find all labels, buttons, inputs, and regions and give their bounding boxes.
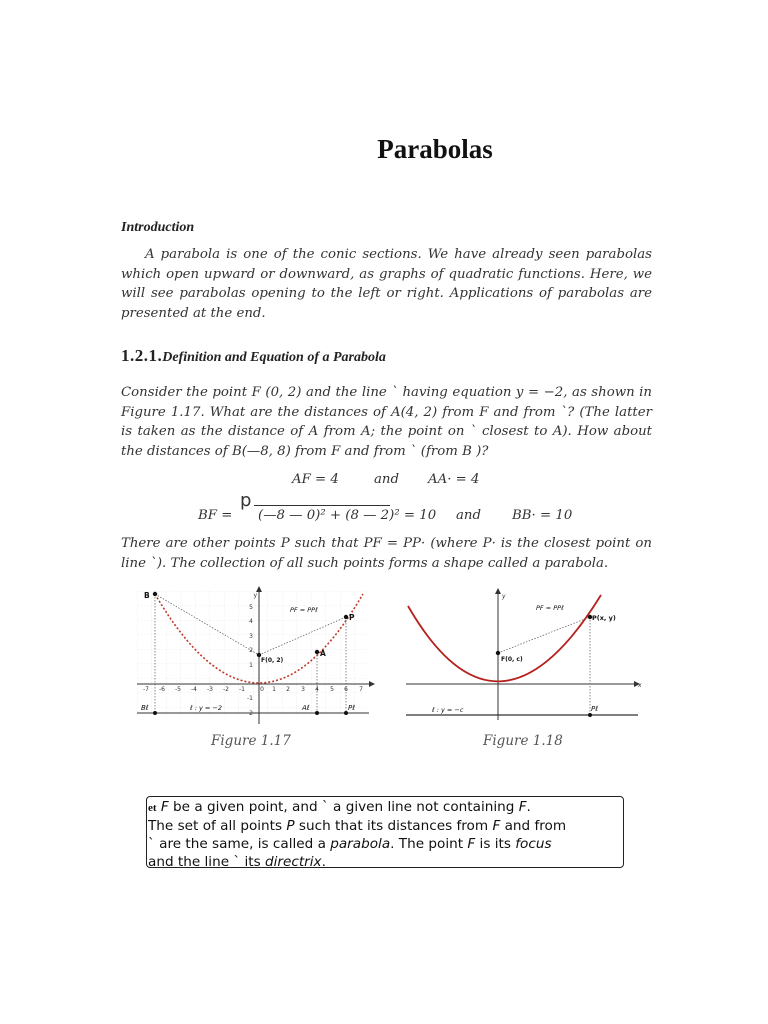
page-title: Parabolas xyxy=(377,134,493,164)
fig17-y-tick: 2 xyxy=(249,647,253,654)
fig17-x-tick: 2 xyxy=(286,686,290,693)
fig18-x-axis-label: x xyxy=(638,682,642,689)
fig18-label-line: ℓ : y = −c xyxy=(432,706,464,714)
fig17-y-axis-label: y xyxy=(253,592,257,599)
fig18-fp-line xyxy=(498,617,590,653)
fig17-y-tick: -2 xyxy=(247,710,253,717)
eq-sqrt-expr: (—8 — 0)² + (8 — 2)² = 10 xyxy=(258,508,437,523)
fig18-point-pl xyxy=(588,713,592,717)
fig17-x-tick: 6 xyxy=(344,686,348,693)
section-number: 1.2.1. xyxy=(121,346,163,365)
definition-text: . xyxy=(526,799,531,815)
fig17-label-f: F(0, 2) xyxy=(261,657,284,664)
fig18-parabola xyxy=(408,595,601,681)
fig17-point-b xyxy=(153,592,157,596)
fig17-x-tick: -2 xyxy=(223,686,229,693)
fig17-point-bl xyxy=(153,711,157,715)
fig17-x-arrow xyxy=(369,681,375,687)
fig18-point-f xyxy=(496,651,500,655)
definition-var: F xyxy=(518,799,527,815)
fig17-x-tick: -3 xyxy=(207,686,213,693)
figure-1-18-caption: Figure 1.18 xyxy=(483,733,563,749)
fig17-grid xyxy=(137,591,369,716)
definition-var: F xyxy=(492,818,501,834)
fig17-x-tick: -7 xyxy=(143,686,149,693)
definition-term-parabola: parabola xyxy=(330,836,391,852)
fig18-y-arrow xyxy=(495,588,501,594)
fig17-label-pl: Pℓ xyxy=(348,704,356,712)
fig17-x-tick: 5 xyxy=(330,686,334,693)
fig17-x-tick: -6 xyxy=(159,686,165,693)
definition-text: . The point xyxy=(390,836,468,852)
fig17-y-tick: 4 xyxy=(249,618,253,625)
figure-1-17 xyxy=(135,586,375,731)
definition-var: F xyxy=(156,799,169,815)
fig17-label-b: B xyxy=(144,591,150,600)
fig18-label-pl: Pℓ xyxy=(591,705,599,713)
fig17-y-tick: 3 xyxy=(249,633,253,640)
definition-var: P xyxy=(286,818,295,834)
fig17-x-tick: 0 xyxy=(260,686,264,693)
figure-1-18 xyxy=(402,586,642,721)
consider-paragraph: Consider the point F (0, 2) and the line ` having equation y = −2, as shown in Figure 1.17. What are the distances of A(4, 2) from F and from `? (The latter is taken as the distance of A from A; the point on ` closest to A). How about the distances of B(—8, 8) from F and from ` (from B )? xyxy=(121,385,652,459)
eq-aa: AA· = 4 xyxy=(428,472,480,487)
fig17-x-tick: -4 xyxy=(191,686,197,693)
definition-text: and the line ` its xyxy=(148,854,266,868)
definition-text: The set of all points xyxy=(148,818,287,834)
definition-text: . xyxy=(321,854,326,868)
fig17-label-line: ℓ : y = −2 xyxy=(190,704,223,712)
fig17-x-tick: 3 xyxy=(301,686,305,693)
eq-and-1: and xyxy=(374,472,400,487)
fig17-y-tick: 1 xyxy=(249,662,253,669)
fig18-label-p: P(x, y) xyxy=(592,614,616,622)
fig17-label-bl: Bℓ xyxy=(141,704,149,712)
definition-dropcap: et xyxy=(148,802,157,814)
intro-heading: Introduction xyxy=(121,220,195,235)
fig17-label-a: A xyxy=(320,649,326,658)
definition-text: be a given point, and ` a given line not containing xyxy=(168,799,519,815)
fig17-label-pf: PF = PPℓ xyxy=(290,606,318,614)
definition-text: and from xyxy=(500,818,567,834)
sqrt-sign: p xyxy=(240,490,252,511)
other-points-paragraph: There are other points P such that PF = PP· (where P· is the closest point on line `). The collection of all such points forms a shape called a parabola. xyxy=(121,536,652,571)
fig17-y-tick: 5 xyxy=(249,604,253,611)
fig17-x-tick: 7 xyxy=(359,686,363,693)
fig17-y-tick: -1 xyxy=(247,695,253,702)
fig18-label-pf: PF = PPℓ xyxy=(536,604,564,612)
fig17-x-tick: 1 xyxy=(272,686,276,693)
eq-bf: BF = xyxy=(198,508,233,523)
fig17-point-al xyxy=(315,711,319,715)
fig17-point-p xyxy=(344,615,348,619)
eq-af: AF = 4 xyxy=(292,472,339,487)
definition-box xyxy=(146,796,624,868)
fig17-label-p: P xyxy=(349,613,355,622)
definition-text: is its xyxy=(475,836,516,852)
section-title: Definition and Equation of a Parabola xyxy=(162,350,386,365)
fig17-label-al: Aℓ xyxy=(302,704,310,712)
definition-term-directrix: directrix xyxy=(265,854,322,868)
eq-and-2: and xyxy=(456,508,482,523)
definition-text: such that its distances from xyxy=(294,818,493,834)
eq-bb: BB· = 10 xyxy=(512,508,573,523)
definition-var: F xyxy=(467,836,476,852)
fig17-x-tick: -5 xyxy=(175,686,181,693)
figure-1-17-caption: Figure 1.17 xyxy=(211,733,291,749)
fig18-label-f: F(0, c) xyxy=(501,656,523,663)
fig18-y-axis-label: y xyxy=(502,593,506,600)
intro-paragraph: A parabola is one of the conic sections. We have already seen parabolas which open upward or downward, as graphs of quadratic functions. Here, we will see parabolas opening to the left or right. Applications of parabolas are presented at the end. xyxy=(121,247,652,321)
section-heading xyxy=(121,346,386,366)
fig17-x-tick: -1 xyxy=(239,686,245,693)
fig17-point-a xyxy=(315,650,319,654)
sqrt-bar xyxy=(254,505,390,506)
fig17-x-tick: 4 xyxy=(315,686,319,693)
definition-text: ` are the same, is called a xyxy=(148,836,331,852)
definition-term-focus: focus xyxy=(515,836,552,852)
